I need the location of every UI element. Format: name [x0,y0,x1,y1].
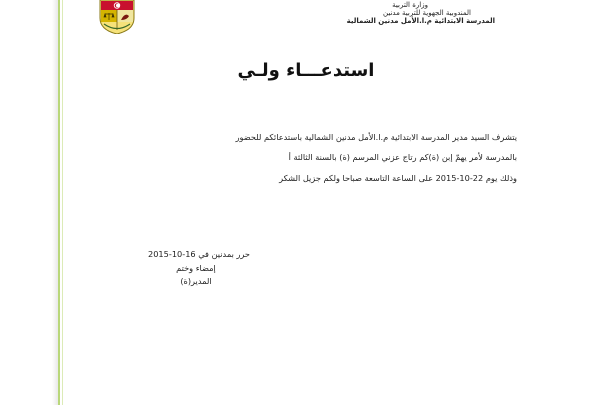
document-title: استدعـــاء ولـي [237,60,375,81]
regional-directorate: المندوبية الجهوية للتربية مدنين [383,9,471,17]
page-border [58,0,60,405]
page-border-inner [62,0,63,405]
tunisia-coat-of-arms-icon [94,0,140,34]
body-line-3: وذلك يوم 22-10-2015 على الساعة التاسعة صباحا ولكم جزيل الشكر [279,173,517,183]
signature-place-date: حرر بمدنين في 16-10-2015 [148,249,250,259]
signature-role: المدير(ة) [180,276,212,286]
body-line-1: يتشرف السيد مدير المدرسة الابتدائية م.ا.الأمل مدنين الشمالية باستدعائكم للحضور [235,132,517,142]
body-line-2: بالمدرسة لأمر يهمّ إبن (ة)كم رتاج عزني المرسم (ة) بالسنة الثالثة أ [288,152,517,162]
ministry-name: وزارة التربية [392,1,428,9]
signature-stamp-label: إمضاء وختم [176,263,216,273]
school-name: المدرسة الابتدائية م.ا.الأمل مدنين الشمالية [346,17,495,25]
